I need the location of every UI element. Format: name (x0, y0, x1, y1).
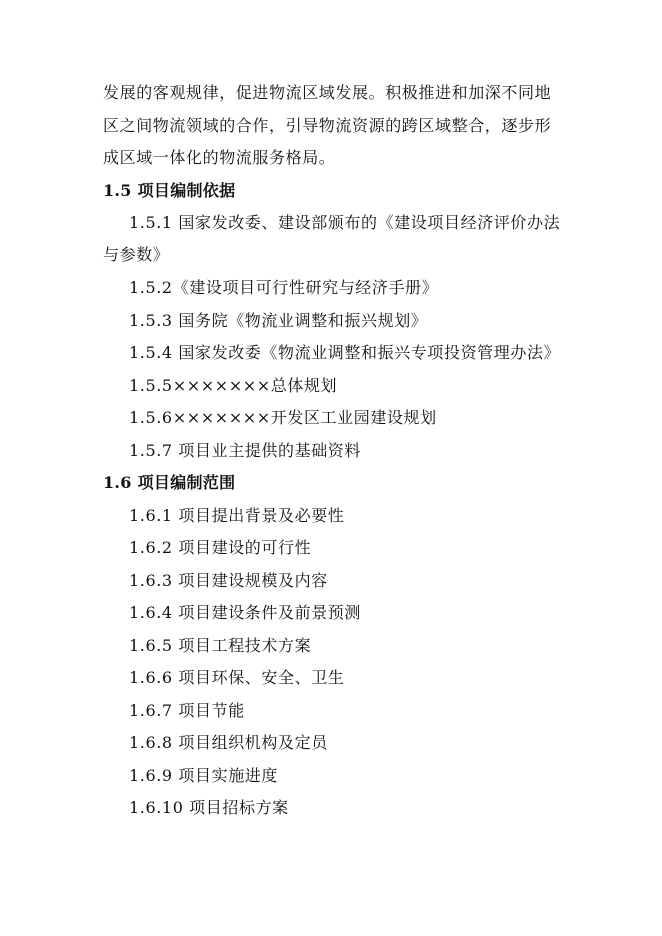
list-item: 1.5.4 国家发改委《物流业调整和振兴专项投资管理办法》 (129, 343, 561, 362)
list-item: 1.6.2 项目建设的可行性 (129, 538, 312, 557)
list-item: 1.5.3 国务院《物流业调整和振兴规划》 (129, 311, 428, 330)
list-item: 1.5.7 项目业主提供的基础资料 (129, 441, 361, 460)
intro-line-3: 成区域一体化的物流服务格局。 (103, 148, 336, 167)
list-item: 1.5.2《建设项目可行性研究与经济手册》 (129, 278, 439, 297)
list-item: 1.6.10 项目招标方案 (129, 798, 289, 817)
list-item: 1.5.1 国家发改委、建设部颁布的《建设项目经济评价办法 (129, 213, 561, 232)
list-item: 1.6.5 项目工程技术方案 (129, 636, 312, 655)
list-item: 1.5.5×××××××总体规划 (129, 376, 338, 395)
list-item: 1.6.9 项目实施进度 (129, 766, 278, 785)
list-item: 1.6.6 项目环保、安全、卫生 (129, 668, 345, 687)
list-item: 1.6.7 项目节能 (129, 701, 245, 720)
intro-line-1: 发展的客观规律，促进物流区域发展。积极推进和加深不同地 (103, 83, 552, 102)
intro-line-2: 区之间物流领域的合作，引导物流资源的跨区域整合，逐步形 (103, 116, 552, 135)
section-heading-1-6: 1.6 项目编制范围 (103, 473, 236, 492)
list-item: 1.5.6×××××××开发区工业园建设规划 (129, 408, 437, 427)
list-item: 1.6.3 项目建设规模及内容 (129, 571, 328, 590)
list-item-continuation: 与参数》 (103, 245, 170, 264)
list-item: 1.6.8 项目组织机构及定员 (129, 733, 328, 752)
section-heading-1-5: 1.5 项目编制依据 (103, 181, 236, 200)
list-item: 1.6.1 项目提出背景及必要性 (129, 506, 345, 525)
list-item: 1.6.4 项目建设条件及前景预测 (129, 603, 361, 622)
